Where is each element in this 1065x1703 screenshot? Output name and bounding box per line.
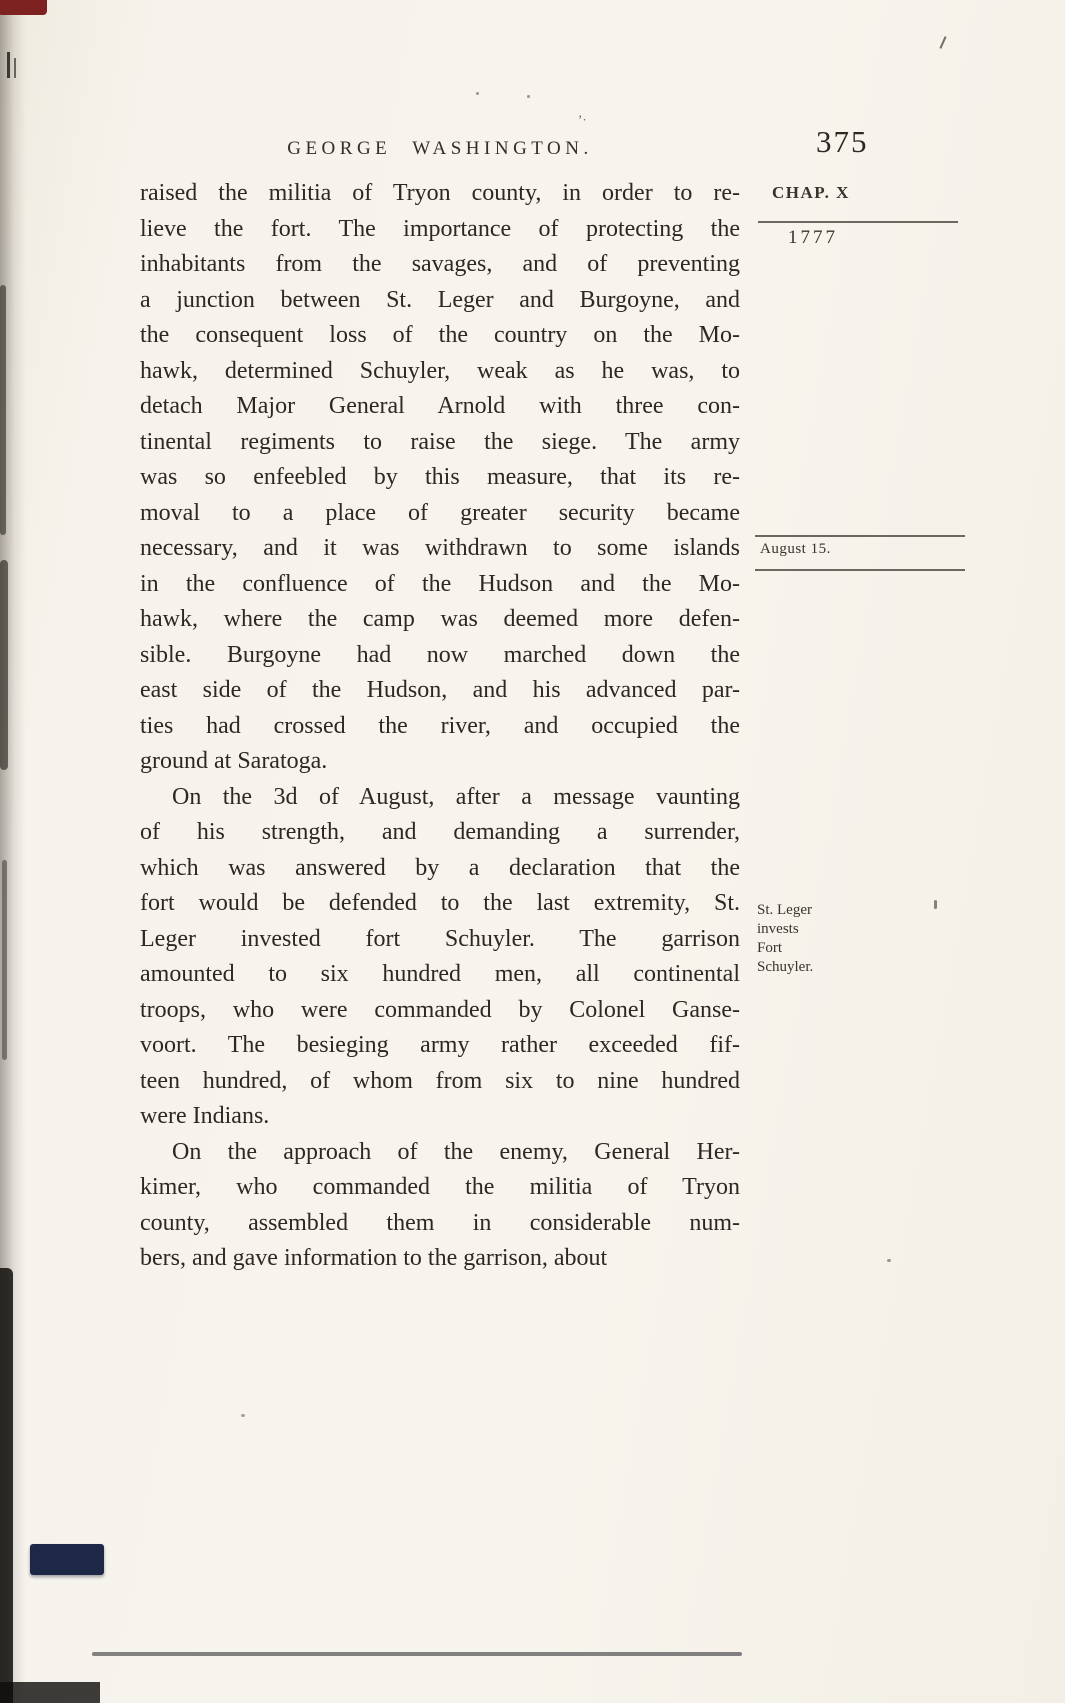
text-line: teen hundred, of whom from six to nine hundred <box>140 1067 740 1094</box>
text-line: necessary, and it was withdrawn to some islands <box>140 535 740 561</box>
running-header: GEORGE WASHINGTON. <box>287 138 593 159</box>
text-line: ties had crossed the river, and occupied the <box>140 712 740 739</box>
binding-shadow <box>0 0 26 1703</box>
scan-artifact-speck <box>887 1259 891 1262</box>
scan-artifact <box>0 1682 100 1703</box>
scan-artifact-bottom-line <box>92 1652 742 1656</box>
text-line: lieve the fort. The importance of protecting the <box>140 215 740 242</box>
text-line: of his strength, and demanding a surrender, <box>140 819 740 845</box>
side-note-line: Schuyler. <box>757 959 814 975</box>
text-line: was so enfeebled by this measure, that its re- <box>140 464 740 490</box>
text-line: the consequent loss of the country on the Mo- <box>140 322 740 348</box>
text-line: tinental regiments to raise the siege. The army <box>140 428 740 455</box>
text-line: moval to a place of greater security became <box>140 499 740 526</box>
scan-artifact-speck <box>939 36 946 49</box>
text-line: troops, who were commanded by Colonel Ganse- <box>140 996 740 1023</box>
text-line: in the confluence of the Hudson and the Mo- <box>140 570 740 597</box>
text-line: a junction between St. Leger and Burgoyne, and <box>140 286 740 313</box>
text-line: inhabitants from the savages, and of preventing <box>140 251 740 277</box>
scan-artifact <box>14 58 16 78</box>
margin-rule-date-bottom <box>755 569 965 571</box>
text-line: hawk, determined Schuyler, weak as he was, to <box>140 357 740 384</box>
scan-artifact-binding-bar <box>0 1268 13 1703</box>
page-number: 375 <box>816 124 869 159</box>
text-line: sible. Burgoyne had now marched down the <box>140 641 740 668</box>
text-line: which was answered by a declaration that the <box>140 854 740 881</box>
text-line: raised the militia of Tryon county, in order to re- <box>140 180 740 206</box>
margin-note-chapter: CHAP. X <box>772 183 850 202</box>
text-line: voort. The besieging army rather exceeded fif- <box>140 1032 740 1058</box>
scan-artifact-red-mark <box>0 0 47 15</box>
text-line: were Indians. <box>140 1103 270 1129</box>
scan-artifact-speck <box>527 95 530 98</box>
scan-artifact-blue-bar <box>30 1544 104 1575</box>
text-line: On the 3d of August, after a message vaunting <box>172 783 740 810</box>
scan-artifact <box>0 560 8 770</box>
text-line: detach Major General Arnold with three con- <box>140 393 740 419</box>
text-line: bers, and gave information to the garrison, about <box>140 1245 608 1271</box>
body-text <box>140 176 740 1277</box>
side-note-line: St. Leger <box>757 902 812 918</box>
margin-note-date: August 15. <box>760 541 831 557</box>
text-line: Leger invested fort Schuyler. The garrison <box>140 925 740 952</box>
text-line: kimer, who commanded the militia of Tryon <box>140 1174 740 1200</box>
scan-artifact <box>7 52 10 78</box>
text-line: east side of the Hudson, and his advanced par- <box>140 677 740 703</box>
text-line: county, assembled them in considerable num- <box>140 1209 740 1236</box>
text-line: fort would be defended to the last extremity, St. <box>140 890 740 916</box>
side-note-line: Fort <box>757 940 783 956</box>
scan-artifact-speck <box>241 1414 245 1417</box>
scan-artifact-speck: ʼ· <box>578 112 587 127</box>
text-line: On the approach of the enemy, General Her- <box>172 1138 740 1165</box>
text-line: amounted to six hundred men, all continental <box>140 961 740 987</box>
scan-artifact-speck <box>934 900 937 909</box>
scan-artifact-speck <box>476 92 479 95</box>
side-note-line: invests <box>757 921 799 937</box>
text-line: hawk, where the camp was deemed more defen- <box>140 606 740 632</box>
text-line: ground at Saratoga. <box>140 748 328 774</box>
scan-artifact <box>2 860 7 1060</box>
margin-note-sidenote <box>757 901 813 977</box>
margin-rule-date-top <box>755 535 965 537</box>
margin-note-year: 1777 <box>788 227 838 248</box>
scan-artifact <box>0 285 6 535</box>
margin-rule-chapter <box>758 221 958 223</box>
